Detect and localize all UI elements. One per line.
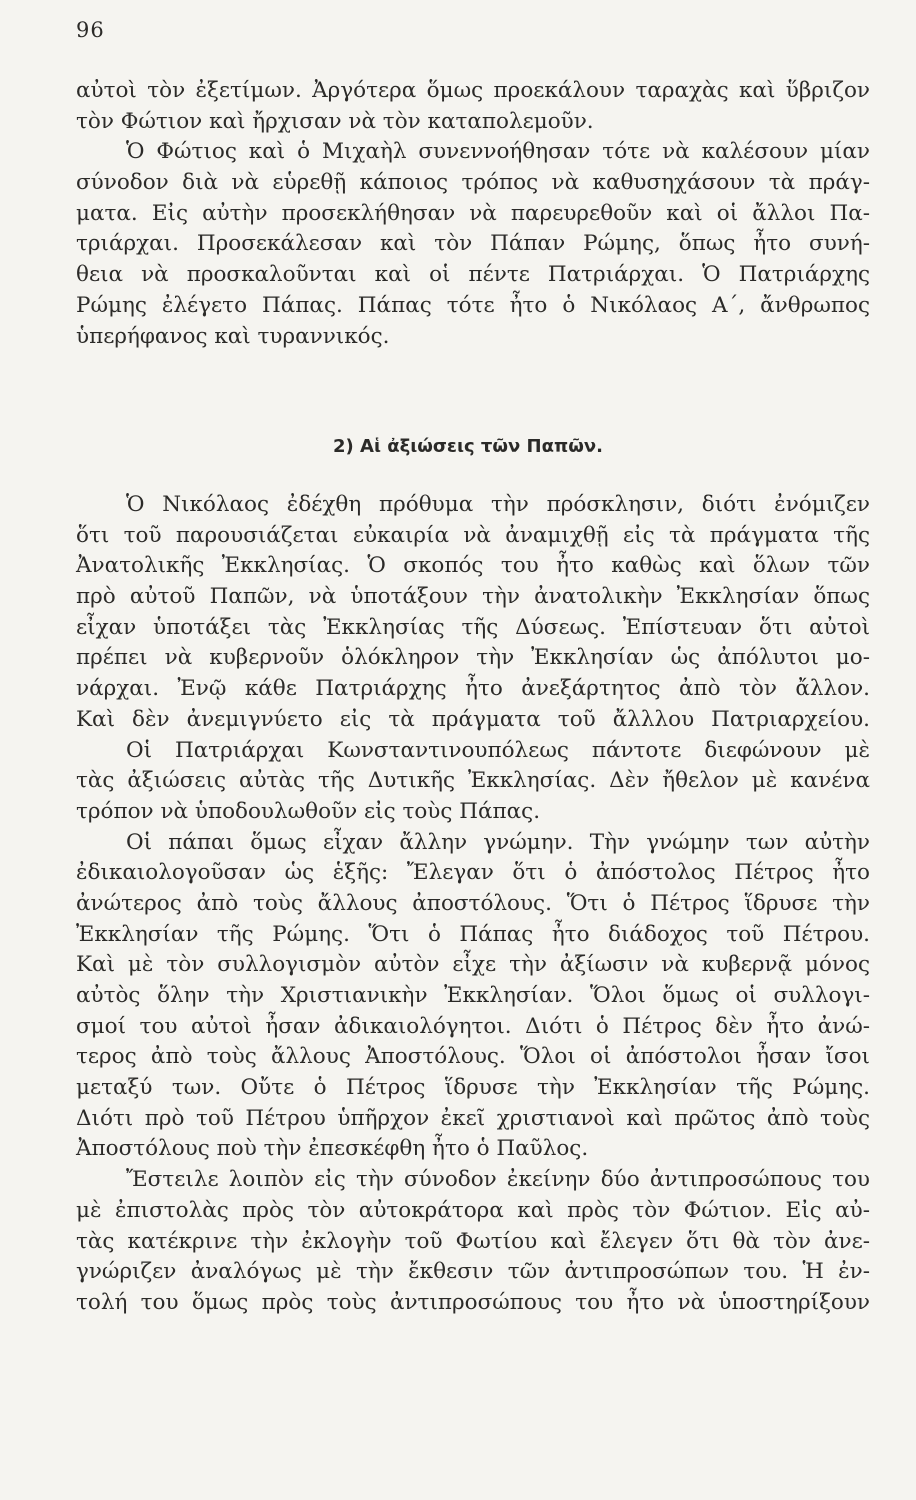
text-line: ἀνώτερος ἀπὸ τοὺς ἄλλους ἀποστόλους. Ὅτι ὁ Πέτρος ἵδρυσε τὴν [76,890,870,916]
text-line: μεταξύ των. Οὔτε ὁ Πέτρος ἵδρυσε τὴν Ἐκκλησίαν τῆς Ρώμης. [76,1075,870,1101]
text-line: Ἔστειλε λοιπὸν εἰς τὴν σύνοδον ἐκείνην δύο ἀντιπροσώπους του [126,1167,870,1193]
text-line: τερος ἀπὸ τοὺς ἄλλους Ἀποστόλους. Ὅλοι οἱ ἀπόστολοι ἦσαν ἴσοι [76,1044,870,1070]
text-line: Καὶ μὲ τὸν συλλογισμὸν αὐτὸν εἶχε τὴν ἀξίωσιν νὰ κυβερνᾷ μόνος [76,952,870,978]
text-block-bottom [76,490,870,1319]
text-line: γνώριζεν ἀναλόγως μὲ τὴν ἔκθεσιν τῶν ἀντιπροσώπων του. Ἡ ἐν- [76,1259,870,1285]
page-number: 96 [76,18,105,42]
text-line: τὰς ἀξιώσεις αὐτὰς τῆς Δυτικῆς Ἐκκλησίας. Δὲν ἤθελον μὲ κανένα [76,768,870,794]
text-line: Ὁ Νικόλαος ἐδέχθη πρόθυμα τὴν πρόσκλησιν, διότι ἐνόμιζεν [126,492,870,517]
text-line: εἶχαν ὑποτάξει τὰς Ἐκκλησίας τῆς Δύσεως. Ἐπίστευαν ὅτι αὐτοὶ [76,614,870,640]
text-line: πρέπει νὰ κυβερνοῦν ὁλόκληρον τὴν Ἐκκλησίαν ὡς ἀπόλυτοι μο- [76,645,870,671]
text-line: τολή του ὅμως πρὸς τοὺς ἀντιπροσώπους του ἦτο νὰ ὑποστηρίξουν [76,1289,870,1315]
text-line: αὐτοὶ τὸν ἐξετίμων. Ἀργότερα ὅμως προεκάλουν ταραχὰς καὶ ὕβριζον [76,78,870,103]
text-line: Οἱ πάπαι ὅμως εἶχαν ἄλλην γνώμην. Τὴν γνώμην των αὐτὴν [126,829,870,855]
text-line: θεια νὰ προσκαλοῦνται καὶ οἱ πέντε Πατριάρχαι. Ὁ Πατριάρχης [76,262,870,288]
text-line: Ἀποστόλους ποὺ τὴν ἐπεσκέφθη ἦτο ὁ Παῦλος. [76,1136,589,1162]
text-line: μὲ ἐπιστολὰς πρὸς τὸν αὐτοκράτορα καὶ πρὸς τὸν Φώτιον. Εἰς αὐ- [76,1197,870,1223]
text-line: Ὁ Φώτιος καὶ ὁ Μιχαὴλ συνεννοήθησαν τότε νὰ καλέσουν μίαν [126,139,870,165]
text-line: αὐτὸς ὅλην τὴν Χριστιανικὴν Ἐκκλησίαν. Ὅλοι ὅμως οἱ συλλογι- [76,983,870,1008]
text-line: τὰς κατέκρινε τὴν ἐκλογὴν τοῦ Φωτίου καὶ ἔλεγεν ὅτι θὰ τὸν ἀνε- [76,1228,870,1254]
text-line: τρόπον νὰ ὑποδουλωθοῦν εἰς τοὺς Πάπας. [76,798,541,824]
text-line: Καὶ δὲν ἀνεμιγνύετο εἰς τὰ πράγματα τοῦ ἄλλλου Πατριαρχείου. [76,706,870,732]
text-line: Ρώμης ἐλέγετο Πάπας. Πάπας τότε ἦτο ὁ Νικόλαος Α΄, ἄνθρωπος [76,292,870,318]
text-line: ὑπερήφανος καὶ τυραννικός. [76,323,390,349]
text-line: ἐδικαιολογοῦσαν ὡς ἑξῆς: Ἔλεγαν ὅτι ὁ ἀπόστολος Πέτρος ἦτο [76,860,870,886]
text-line: Ἐκκλησίαν τῆς Ρώμης. Ὅτι ὁ Πάπας ἦτο διάδοχος τοῦ Πέτρου. [76,921,870,947]
text-line: τριάρχαι. Προσεκάλεσαν καὶ τὸν Πάπαν Ρώμης, ὅπως ἦτο συνή- [76,231,870,257]
text-line: Ἀνατολικῆς Ἐκκλησίας. Ὁ σκοπός του ἦτο καθὼς καὶ ὅλων τῶν [76,553,870,579]
text-line: ὅτι τοῦ παρουσιάζεται εὐκαιρία νὰ ἀναμιχθῇ εἰς τὰ πράγματα τῆς [76,522,870,548]
text-block-top [76,76,870,352]
section-heading: 2) Αἱ ἀξιώσεις τῶν Παπῶν. [333,436,603,457]
text-line: σμοί του αὐτοὶ ἦσαν ἀδικαιολόγητοι. Διότι ὁ Πέτρος δὲν ἦτο ἀνώ- [76,1013,870,1039]
text-line: ματα. Εἰς αὐτὴν προσεκλήθησαν νὰ παρευρεθοῦν καὶ οἱ ἄλλοι Πα- [76,200,870,226]
text-line: νάρχαι. Ἐνῷ κάθε Πατριάρχης ἦτο ἀνεξάρτητος ἀπὸ τὸν ἄλλον. [76,676,870,702]
text-line: σύνοδον διὰ νὰ εὑρεθῇ κάποιος τρόπος νὰ καθυσηχάσουν τὰ πράγ- [76,170,870,196]
text-line: Οἱ Πατριάρχαι Κωνσταντινουπόλεως πάντοτε διεφώνουν μὲ [126,737,870,763]
text-line: τὸν Φώτιον καὶ ἤρχισαν νὰ τὸν καταπολεμοῦν. [76,108,594,134]
text-line: Διότι πρὸ τοῦ Πέτρου ὑπῆρχον ἐκεῖ χριστιανοὶ καὶ πρῶτος ἀπὸ τοὺς [76,1105,870,1131]
text-line: πρὸ αὐτοῦ Παπῶν, νὰ ὑποτάξουν τὴν ἀνατολικὴν Ἐκκλησίαν ὅπως [76,584,870,610]
